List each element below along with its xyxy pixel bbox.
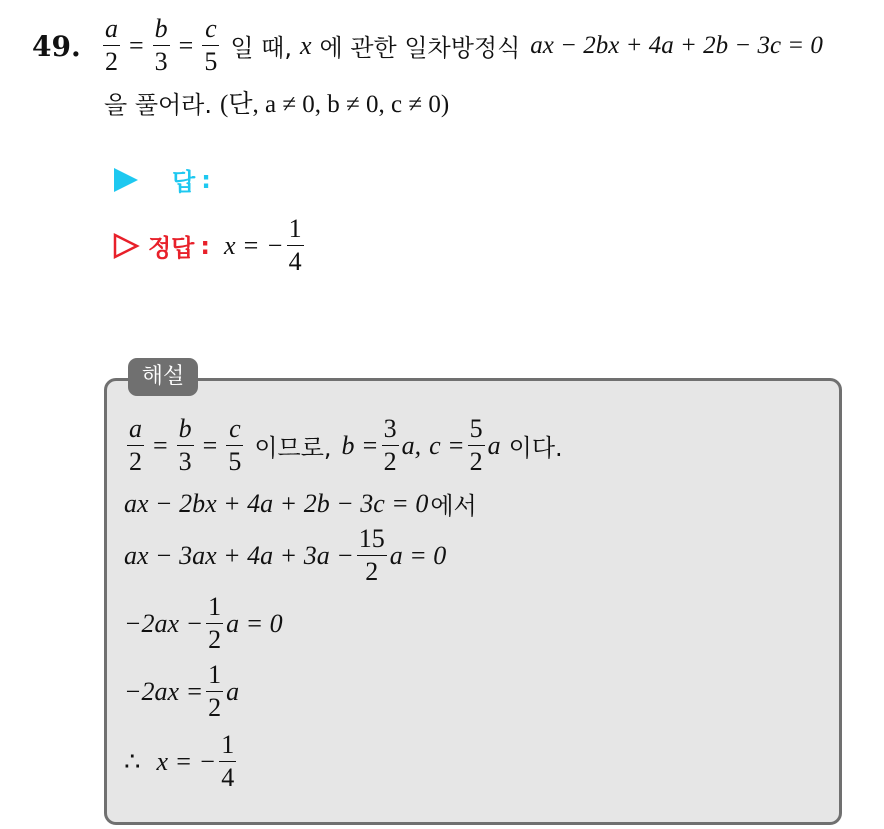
solution-line-2 xyxy=(124,486,477,521)
fraction-denominator: 2 xyxy=(129,447,142,476)
therefore-symbol: ∴ xyxy=(124,746,141,776)
fraction xyxy=(357,526,387,585)
solution-line-4 xyxy=(124,594,283,653)
b-tail: a, xyxy=(401,430,422,460)
fraction-denominator: 4 xyxy=(288,247,302,276)
fraction-numerator: a xyxy=(103,16,120,46)
solution-line-5 xyxy=(124,662,239,721)
fraction xyxy=(382,416,399,475)
fraction-numerator: b xyxy=(153,16,170,46)
fraction-numerator: 3 xyxy=(382,416,399,446)
fraction xyxy=(219,732,236,791)
equals-sign: = xyxy=(178,30,194,60)
solution-line-3 xyxy=(124,526,446,585)
fraction xyxy=(206,662,223,721)
equals-sign: = xyxy=(129,30,144,60)
fraction-denominator: 3 xyxy=(154,47,168,76)
outline-arrow-icon xyxy=(112,231,140,261)
fraction xyxy=(206,594,223,653)
solution-line-6 xyxy=(124,732,239,791)
problem-line-2 xyxy=(104,84,449,120)
variable-x: x xyxy=(299,30,312,60)
fraction-denominator: 5 xyxy=(204,47,218,76)
problem-text: 을 풀어라. xyxy=(104,90,212,119)
b-equals: b = xyxy=(341,430,379,460)
fraction-numerator: c xyxy=(202,16,219,46)
correct-answer-colon: : xyxy=(200,231,210,260)
fraction-numerator: 1 xyxy=(206,594,223,624)
solution-tail: a = 0 xyxy=(389,540,447,570)
fraction-denominator: 2 xyxy=(469,447,483,476)
problem-condition: (단, a ≠ 0, b ≠ 0, c ≠ 0) xyxy=(220,91,450,118)
correct-answer-row xyxy=(112,216,307,275)
solution-expression: −2ax = xyxy=(124,676,204,706)
answer-label: 답 xyxy=(172,168,196,196)
correct-answer-label: 정답 xyxy=(148,234,195,262)
fraction-b-over-3 xyxy=(153,16,170,75)
solution-text: 이다. xyxy=(508,434,563,462)
fraction-denominator: 5 xyxy=(228,447,242,476)
fraction-denominator: 4 xyxy=(221,763,235,792)
fraction-c-over-5 xyxy=(202,16,219,75)
fraction-denominator: 2 xyxy=(365,557,379,586)
solution-expression: ax − 2bx + 4a + 2b − 3c = 0 xyxy=(124,488,429,518)
c-tail: a xyxy=(487,430,501,460)
solution-tail: a = 0 xyxy=(226,608,283,638)
fraction xyxy=(177,416,194,475)
fraction-numerator: 15 xyxy=(357,526,387,556)
fraction-numerator: b xyxy=(177,416,194,446)
fraction xyxy=(226,416,243,475)
solution-expression: ax − 3ax + 4a + 3a − xyxy=(124,540,354,570)
fraction xyxy=(127,416,144,475)
fraction-numerator: 1 xyxy=(219,732,236,762)
answer-colon: : xyxy=(201,165,211,194)
problem-line-1 xyxy=(100,16,823,75)
answer-row xyxy=(112,162,211,197)
fraction-denominator: 2 xyxy=(105,47,118,76)
solution-text: 에서 xyxy=(430,492,477,520)
problem-text: 일 때, xyxy=(230,34,292,62)
fraction-numerator: 1 xyxy=(287,216,304,246)
solution-expression: −2ax − xyxy=(124,608,204,638)
fraction-denominator: 2 xyxy=(208,693,222,722)
solution-line-1: $\frac{a}{2}$ = $\frac{b}{3}$ = $\frac{c}{5}$ 이므로, b = $\frac{3}{2}$ a, c = $\frac{5}{2}$ a 이다. xyxy=(129,414,563,476)
fraction-denominator: 2 xyxy=(208,625,222,654)
correct-answer-fraction xyxy=(287,216,304,275)
solution-expression: x = − xyxy=(156,746,217,776)
fraction-a-over-2 xyxy=(103,16,120,75)
fraction-denominator: 2 xyxy=(383,447,397,476)
solution-tail: a xyxy=(226,676,240,706)
c-equals: c = xyxy=(429,430,465,460)
solution-tag: 해설 xyxy=(128,358,198,396)
fraction-numerator: c xyxy=(226,416,243,446)
fraction-numerator: a xyxy=(127,416,144,446)
fraction-numerator: 1 xyxy=(206,662,223,692)
solution-text: 이므로, xyxy=(254,434,332,462)
correct-answer-lhs: x = − xyxy=(223,230,284,260)
problem-number: 49. xyxy=(32,30,81,63)
equation: ax − 2bx + 4a + 2b − 3c = 0 xyxy=(530,31,823,59)
fraction-numerator: 5 xyxy=(468,416,485,446)
fraction-denominator: 3 xyxy=(178,447,192,476)
problem-text: 에 관한 일차방정식 xyxy=(319,34,521,62)
play-arrow-icon xyxy=(112,165,140,195)
fraction xyxy=(468,416,485,475)
